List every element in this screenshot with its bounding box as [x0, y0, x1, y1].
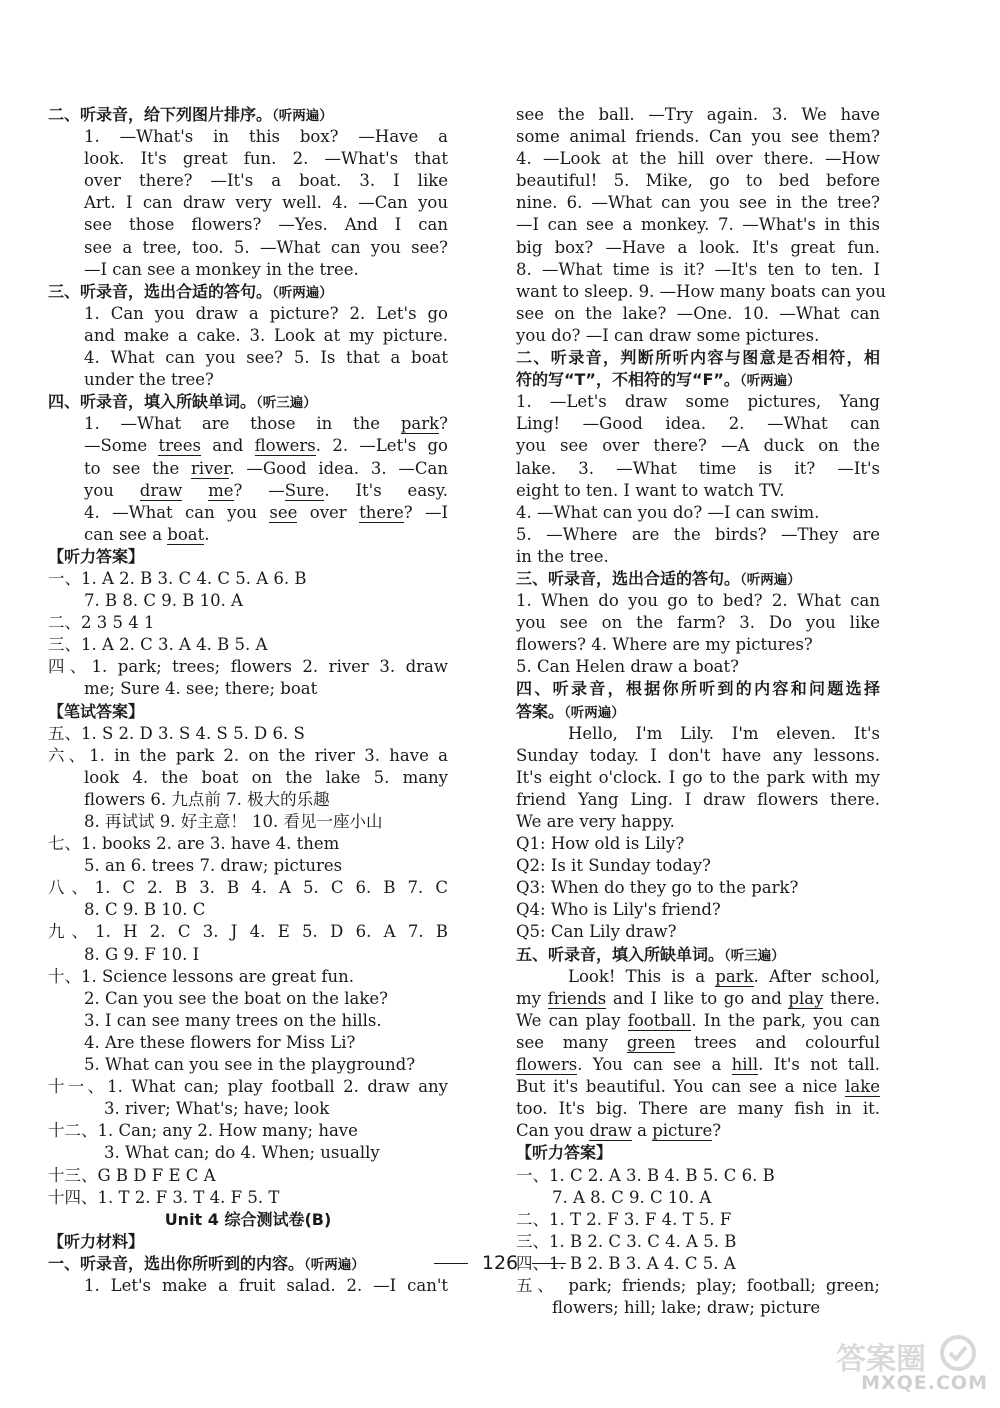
section-heading: 【听力答案】 [48, 546, 145, 566]
text-line: some animal friends. Can you see them? [516, 127, 880, 147]
text-line: Look! This is a park. After school, [568, 966, 880, 986]
text-line: 一、1. A 2. B 3. C 4. C 5. A 6. B [48, 568, 307, 588]
section-heading: 四、听录音，填入所缺单词。（听三遍） [48, 392, 317, 412]
text-line: 2. Can you see the boat on the lake? [84, 988, 388, 1008]
text-line: flowers 6. 九点前 7. 极大的乐趣 [84, 789, 330, 809]
fill-in-answer: Sure [284, 480, 325, 500]
listen-note: （听两遍） [272, 284, 333, 301]
text-line: nine. 6. —What can you see in the tree? [516, 193, 880, 213]
text-line: flowers? 4. Where are my pictures? [516, 635, 813, 655]
text-line: see those flowers? —Yes. And I can [84, 215, 448, 235]
section-heading: 【笔试答案】 [48, 701, 145, 721]
fill-in-answer: football [627, 1010, 692, 1030]
text-line: —I can see a monkey. 7. —What's in this [516, 215, 880, 235]
left-column [48, 104, 448, 1297]
listen-note: （听两遍） [304, 1256, 365, 1273]
text-line: 7. A 8. C 9. C 10. A [552, 1187, 712, 1207]
text-line: big box? —Have a look. It's great fun. [516, 237, 880, 257]
text-line: 5. —Where are the birds? —They are [516, 524, 880, 544]
fill-in-answer: hill [731, 1055, 759, 1075]
text-line: Can you draw a picture? [516, 1121, 722, 1141]
text-line: 4. Are these flowers for Miss Li? [84, 1032, 356, 1052]
text-line: 七、1. books 2. are 3. have 4. them [48, 834, 340, 854]
dash-right [532, 1263, 566, 1264]
text-line: 五、 park; friends; play; football; green; [516, 1275, 880, 1295]
text-line: Hello, I'm Lily. I'm eleven. It's [568, 723, 880, 743]
section-heading: Unit 4 综合测试卷(B) [164, 1209, 332, 1229]
text-line: see the ball. —Try again. 3. We have [516, 105, 880, 124]
watermark-icon [928, 1334, 988, 1372]
section-heading: 三、听录音，选出合适的答句。（听两遍） [48, 281, 333, 301]
text-line: see a tree, too. 5. —What can you see? [84, 237, 448, 257]
fill-in-answer: me [208, 480, 234, 500]
listen-note: （听两遍） [272, 108, 333, 124]
section-heading: 一、听录音，选出你所听到的内容。（听两遍） [48, 1253, 365, 1273]
listen-note: （听两遍） [739, 373, 801, 390]
text-line: you see over there? —A duck on the [516, 436, 880, 456]
page-number-text: 126 [481, 1252, 519, 1274]
text-line: 九、1. H 2. C 3. J 4. E 5. D 6. A 7. B [48, 922, 448, 942]
text-line: 六、1. in the park 2. on the river 3. have a [48, 745, 448, 765]
text-line: 十四、1. T 2. F 3. T 4. F 5. T [48, 1187, 280, 1207]
text-line: flowers. You can see a hill. It's not tall. [516, 1055, 880, 1075]
fill-in-answer: lake [845, 1077, 880, 1097]
text-line: friend Yang Ling. I draw flowers there. [516, 789, 880, 809]
text-line: 1. When do you go to bed? 2. What can [516, 591, 880, 611]
text-line: look 4. the boat on the lake 5. many [84, 767, 448, 787]
text-line: We are very happy. [516, 812, 675, 831]
text-line: my friends and I like to go and play there. [516, 988, 880, 1008]
text-line: too. It's big. There are many fish in it. [516, 1099, 880, 1119]
watermark-text: MXQE.COM [861, 1372, 988, 1394]
text-line: see many green trees and colourful [516, 1032, 881, 1052]
fill-in-answer: park [400, 414, 440, 434]
text-line: 3. What can; do 4. When; usually [104, 1143, 380, 1163]
text-line: 一、1. C 2. A 3. B 4. B 5. C 6. B [516, 1165, 775, 1185]
text-line: Q4: Who is Lily's friend? [516, 900, 721, 920]
listen-note: （听三遍） [724, 947, 785, 964]
text-line: 四、1. park; trees; flowers 2. river 3. draw [48, 657, 448, 677]
section-heading: 符的写“T”，不相符的写“F”。（听两遍） [516, 370, 801, 390]
text-line: But it's beautiful. You can see a nice lake [516, 1077, 880, 1097]
text-line: 7. B 8. C 9. B 10. A [84, 591, 243, 611]
text-line: 4. What can you see? 5. Is that a boat [84, 348, 448, 368]
text-line: and make a cake. 3. Look at my picture. [84, 325, 448, 345]
text-line: 4. —What can you see over there? —I [84, 502, 448, 522]
text-line: 1. —What are those in the park? [84, 414, 448, 434]
fill-in-answer: flowers [254, 436, 316, 456]
section-heading: 五、听录音，填入所缺单词。（听三遍） [516, 944, 785, 964]
text-line: 五、1. S 2. D 3. S 4. S 5. D 6. S [48, 723, 305, 743]
text-line: 四、1. B 2. B 3. A 4. C 5. A [516, 1253, 736, 1273]
fill-in-answer: draw [589, 1121, 632, 1141]
fill-in-answer: there [359, 502, 404, 522]
text-line: We can play football. In the park, you can [516, 1010, 880, 1030]
text-line: 3. I can see many trees on the hills. [84, 1010, 382, 1030]
listen-note: （听三遍） [256, 395, 317, 412]
text-line: 二、1. T 2. F 3. F 4. T 5. F [516, 1209, 732, 1229]
fill-in-answer: picture [652, 1121, 713, 1141]
listen-note: （听两遍） [740, 571, 801, 588]
text-line: 5. an 6. trees 7. draw; pictures [84, 856, 343, 876]
text-line: 十二、1. Can; any 2. How many; have [48, 1121, 358, 1141]
text-line: 8. —What time is it? —It's ten to ten. I [516, 259, 880, 279]
text-line: Q5: Can Lily draw? [516, 922, 677, 942]
text-line: 二、2 3 5 4 1 [48, 613, 155, 633]
fill-in-answer: river [191, 458, 230, 478]
watermark-logo: 答案圈 [836, 1342, 926, 1377]
fill-in-answer: green [626, 1032, 676, 1052]
text-line: Art. I can draw very well. 4. —Can you [84, 193, 448, 213]
text-line: 1. Let's make a fruit salad. 2. —I can't [84, 1275, 448, 1295]
text-line: 三、1. A 2. C 3. A 4. B 5. A [48, 635, 268, 655]
text-line: It's eight o'clock. I go to the park with my [516, 767, 880, 787]
text-line: eight to ten. I want to watch TV. [516, 480, 785, 500]
text-line: Q3: When do they go to the park? [516, 878, 799, 898]
dash-left [434, 1263, 468, 1264]
text-line: flowers; hill; lake; draw; picture [552, 1298, 821, 1318]
text-line: me; Sure 4. see; there; boat [84, 679, 318, 699]
text-line: want to sleep. 9. —How many boats can you [516, 281, 886, 301]
page-number [0, 1252, 1000, 1274]
fill-in-answer: boat [167, 524, 205, 544]
text-line: over there? —It's a boat. 3. I like [84, 171, 448, 191]
text-line: 十三、G B D F E C A [48, 1165, 216, 1185]
section-heading: 二、听录音，给下列图片排序。（听两遍） [48, 105, 333, 124]
section-heading: 【听力材料】 [48, 1231, 145, 1251]
text-line: you see on the farm? 3. Do you like [516, 613, 880, 633]
text-line: lake. 3. —What time is it? —It's [516, 458, 880, 478]
text-line: 8. G 9. F 10. I [84, 944, 200, 964]
right-column [516, 104, 886, 1319]
section-heading: 三、听录音，选出合适的答句。（听两遍） [516, 568, 801, 588]
fill-in-answer: friends [547, 988, 607, 1008]
text-line: in the tree. [516, 546, 609, 566]
section-heading: 答案。（听两遍） [516, 701, 625, 721]
text-line: Ling! —Good idea. 2. —What can [516, 414, 880, 434]
text-line: 8. C 9. B 10. C [84, 900, 206, 920]
text-line: 4. —Look at the hill over there. —How [516, 149, 880, 169]
text-line: 5. Can Helen draw a boat? [516, 657, 739, 677]
text-line: beautiful! 5. Mike, go to bed before [516, 171, 880, 191]
text-line: 1. —What's in this box? —Have a [84, 127, 448, 147]
text-line: —I can see a monkey in the tree. [84, 259, 359, 279]
text-line: 1. —Let's draw some pictures, Yang [516, 392, 880, 412]
text-line: to see the river. —Good idea. 3. —Can [84, 458, 448, 478]
text-line: Q1: How old is Lily? [516, 834, 685, 854]
text-line: —Some trees and flowers. 2. —Let's go [84, 436, 448, 456]
section-heading: 二、听录音，判断所听内容与图意是否相符，相 [516, 348, 880, 368]
text-line: 十、1. Science lessons are great fun. [48, 966, 354, 986]
text-line: you do? —I can draw some pictures. [516, 325, 820, 345]
text-line: 5. What can you see in the playground? [84, 1055, 416, 1075]
listen-note: （听两遍） [564, 704, 625, 721]
section-heading: 四、听录音，根据你所听到的内容和问题选择 [516, 679, 880, 699]
text-line: look. It's great fun. 2. —What's that [84, 149, 448, 169]
text-line: 1. Can you draw a picture? 2. Let's go [84, 303, 448, 323]
watermark [783, 1334, 988, 1394]
text-line: Q2: Is it Sunday today? [516, 856, 711, 876]
fill-in-answer: trees [158, 436, 201, 456]
text-line: 八、1. C 2. B 3. B 4. A 5. C 6. B 7. C [48, 878, 448, 898]
text-line: can see a boat. [84, 524, 210, 544]
text-line: 十一、1. What can; play football 2. draw any [48, 1077, 448, 1097]
text-line: under the tree? [84, 370, 214, 390]
text-line: 8. 再试试 9. 好主意！ 10. 看见一座小山 [84, 812, 383, 831]
fill-in-answer: see [269, 502, 298, 522]
fill-in-answer: park [715, 966, 754, 986]
text-line: 4. —What can you do? —I can swim. [516, 502, 820, 522]
fill-in-answer: play [788, 988, 824, 1008]
text-line: 3. river; What's; have; look [104, 1099, 330, 1119]
text-line: see on the lake? —One. 10. —What can [516, 303, 880, 323]
section-heading: 【听力答案】 [516, 1143, 613, 1163]
fill-in-answer: draw [139, 480, 183, 500]
fill-in-answer: flowers [516, 1055, 578, 1075]
text-line: Sunday today. I don't have any lessons. [516, 745, 880, 765]
text-line: you draw me? —Sure. It's easy. [84, 480, 448, 500]
text-line: 三、1. B 2. C 3. C 4. A 5. B [516, 1231, 737, 1251]
